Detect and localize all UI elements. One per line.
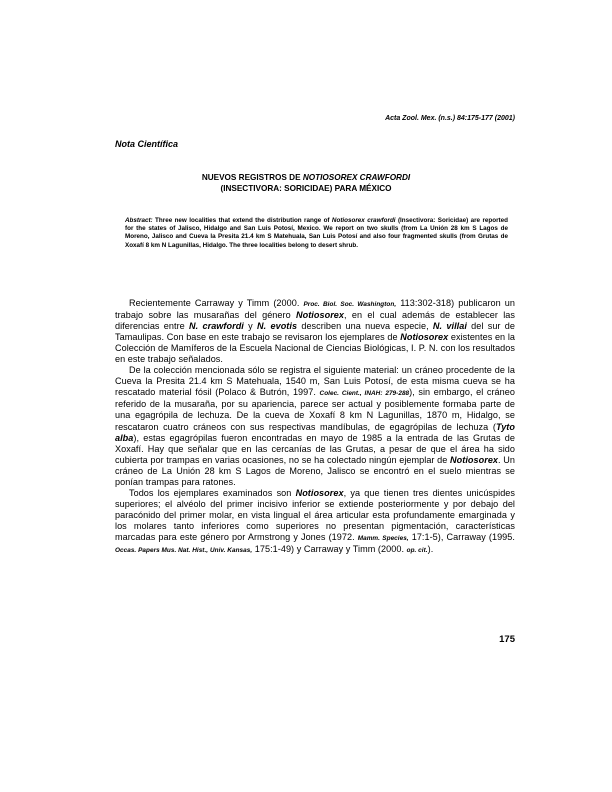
title-line-2: (INSECTIVORA: SORICIDAE) PARA MÉXICO — [220, 184, 392, 193]
journal-citation: Acta Zool. Mex. (n.s.) 84:175-177 (2001) — [385, 115, 515, 122]
abstract-text: Three new localities that extend the distribution range of — [152, 217, 332, 224]
title-prefix: NUEVOS REGISTROS DE — [201, 173, 303, 182]
taxon: N. evotis — [257, 321, 298, 332]
taxon: N. villai — [432, 321, 467, 332]
paragraph — [115, 488, 515, 556]
title-taxon: NOTIOSOREX CRAWFORDI — [302, 173, 411, 182]
text: De la colección mencionada sólo se registra el siguiente material: un cráneo procedente de la Cueva la Presita 21.4 km S Matehuala, 1540 m, San Luis Potosí, de esta misma cueva se ha rescatado material fósil (Polaco & Butrón, 1997. — [115, 365, 515, 398]
text: 17:1-5), Carraway (1995. — [408, 531, 515, 542]
text: ), estas egagrópilas fueron encontradas en mayo de 1985 a la entrada de las Grutas de Xoxafí. Hay que señalar que en las cercanías de las Grutas, a pesar de que el área ha sido cubierta por trampas en varias ocasiones, no se ha colectado ningún ejemplar de — [115, 432, 515, 465]
taxon: N. crawfordi — [189, 321, 244, 332]
paragraph — [115, 365, 515, 488]
section-label: Nota Científica — [115, 139, 179, 149]
abstract-label: Abstract: — [125, 217, 153, 224]
text: del sur de Tamaulipas. Con base en este trabajo se revisaron los ejemplares de — [115, 321, 515, 343]
text: Recientemente Carraway y Timm (2000. — [129, 298, 304, 308]
article-title — [100, 172, 512, 194]
text: Todos los ejemplares examinados son — [129, 487, 296, 498]
taxon: Notiosorex — [296, 310, 344, 321]
text: , en el cual además de establecer las diferencias entre — [115, 310, 515, 332]
text: 113:302-318) publicaron un trabajo sobre las musarañas del género — [115, 298, 515, 321]
text: describen una nueva especie, — [297, 321, 433, 332]
reference: 279-288 — [382, 390, 410, 398]
reference: Proc. Biol. Soc. Washington, — [303, 301, 397, 308]
taxon: Notiosorex — [295, 487, 344, 498]
text: 175:1-49) y Carraway y Timm (2000. — [252, 544, 407, 555]
reference: Mamm. Species, — [357, 534, 409, 542]
text: ), sin embargo, el cráneo referido de la musaraña, por su apariencia, parece ser actual y posiblemente formaba parte de una egagrópila de lechuza. De la cueva de Xoxafí 8 km N Lagunillas, 1870 m, Hidalgo, se rescataron cuatro cráneos con sus respectivas mandíbulas, de egagrópilas de lechuza ( — [115, 387, 515, 432]
article-body — [115, 298, 515, 556]
text: ). — [427, 544, 434, 555]
taxon: Tyto alba — [115, 421, 515, 443]
text: y — [243, 321, 258, 332]
text: . Un cráneo de La Unión 28 km S Lagos de Moreno, Jalisco se encontró en el suelo mientras se ponían trampas para ratones. — [115, 454, 515, 487]
abstract-text: (Insectivora: Soricidae) are reported for the states of Jalisco, Hidalgo and San Luis Potosí, Mexico. We report on two skulls (from La Unión 28 km S Lagos de Moreno, Jalisco and Cueva la Presita 21.4 km S Matehuala, San Luis Potosí and also four fragmented skulls (from Grutas de Xoxafí 8 km N Lagunillas, Hidalgo. The three localities belong to desert shrub. — [125, 217, 508, 249]
abstract — [125, 217, 508, 250]
taxon: Notiosorex — [400, 332, 449, 343]
paragraph — [115, 298, 515, 365]
text: , ya que tienen tres dientes unicúspides superiores; el alvéolo del primer incisivo inferior se extiende posteriormente y por debajo del paracónido del primer molar, en vista lingual el área articular esta profundamente emarginada y los molares tanto inferiores como superiores no presentan pigmentación, características marcadas para este género por Armstrong y Jones (1972. — [115, 487, 516, 542]
page-number: 175 — [499, 634, 515, 645]
text: existentes en la Colección de Mamíferos de la Escuela Nacional de Ciencias Biológicas, I. P. N. con los resultados en este trabajo señalados. — [115, 332, 515, 365]
taxon: Notiosorex — [450, 454, 499, 465]
title-line-1 — [100, 172, 512, 183]
abstract-taxon: Notiosorex crawfordi — [331, 217, 396, 224]
reference: op. cit. — [406, 547, 428, 555]
reference: Colec. Cient., INAH: — [319, 390, 383, 398]
reference: Occas. Papers Mus. Nat. Hist., Univ. Kansas, — [115, 547, 253, 555]
